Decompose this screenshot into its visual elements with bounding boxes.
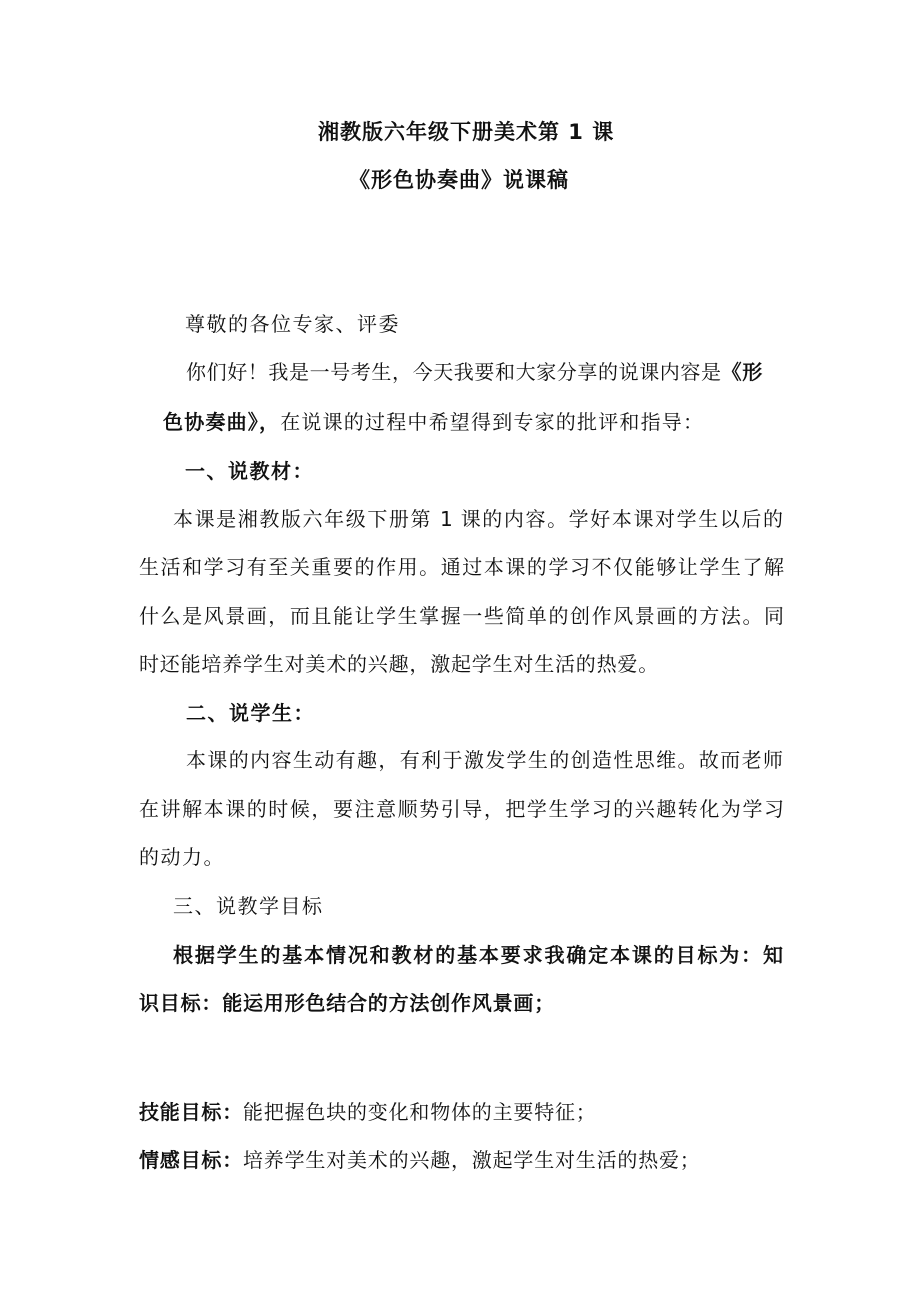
emotion-goal [139, 1146, 701, 1174]
intro-request: 在说课的过程中希望得到专家的批评和指导： [280, 410, 705, 434]
intro-lesson-name-end: 色协奏曲》， [163, 410, 281, 434]
intro-line-2 [163, 408, 704, 436]
intro-line-1 [186, 358, 763, 386]
intro-lesson-name-start: 《形 [721, 360, 763, 384]
paragraph-line: 生活和学习有至关重要的作用。通过本课的学习不仅能够让学生了解 [139, 555, 784, 579]
greeting: 尊敬的各位专家、评委 [185, 312, 400, 336]
skill-goal-label: 技能目标： [139, 1100, 243, 1124]
paragraph-line: 本课是湘教版六年级下册第 1 课的内容。学好本课对学生以后的 [173, 507, 783, 531]
paragraph-line: 根据学生的基本情况和教材的基本要求我确定本课的目标为：知 [173, 943, 783, 967]
intro-text: 你们好！我是一号考生，今天我要和大家分享的说课内容是 [186, 360, 722, 384]
section-heading-students: 二、说学生： [186, 701, 315, 725]
skill-goal [139, 1098, 597, 1126]
emotion-goal-label: 情感目标： [139, 1148, 243, 1172]
emotion-goal-text: 培养学生对美术的兴趣，激起学生对生活的热爱； [243, 1148, 701, 1172]
document-title: 湘教版六年级下册美术第 1 课 [318, 120, 615, 144]
paragraph-line: 什么是风景画，而且能让学生掌握一些简单的创作风景画的方法。同 [139, 604, 784, 628]
paragraph-line: 识目标：能运用形色结合的方法创作风景画； [139, 991, 555, 1015]
paragraph-line: 的动力。 [139, 845, 225, 869]
document-subtitle: 《形色协奏曲》说课稿 [349, 168, 569, 192]
paragraph-line: 时还能培养学生对美术的兴趣，激起学生对生活的热爱。 [139, 652, 659, 676]
paragraph-line: 本课的内容生动有趣，有利于激发学生的创造性思维。故而老师 [186, 748, 783, 772]
section-heading-goals: 三、说教学目标 [173, 894, 324, 918]
section-heading-textbook: 一、说教材： [185, 459, 314, 483]
skill-goal-text: 能把握色块的变化和物体的主要特征； [243, 1100, 597, 1124]
paragraph-line: 在讲解本课的时候，要注意顺势引导，把学生学习的兴趣转化为学习 [139, 797, 784, 821]
